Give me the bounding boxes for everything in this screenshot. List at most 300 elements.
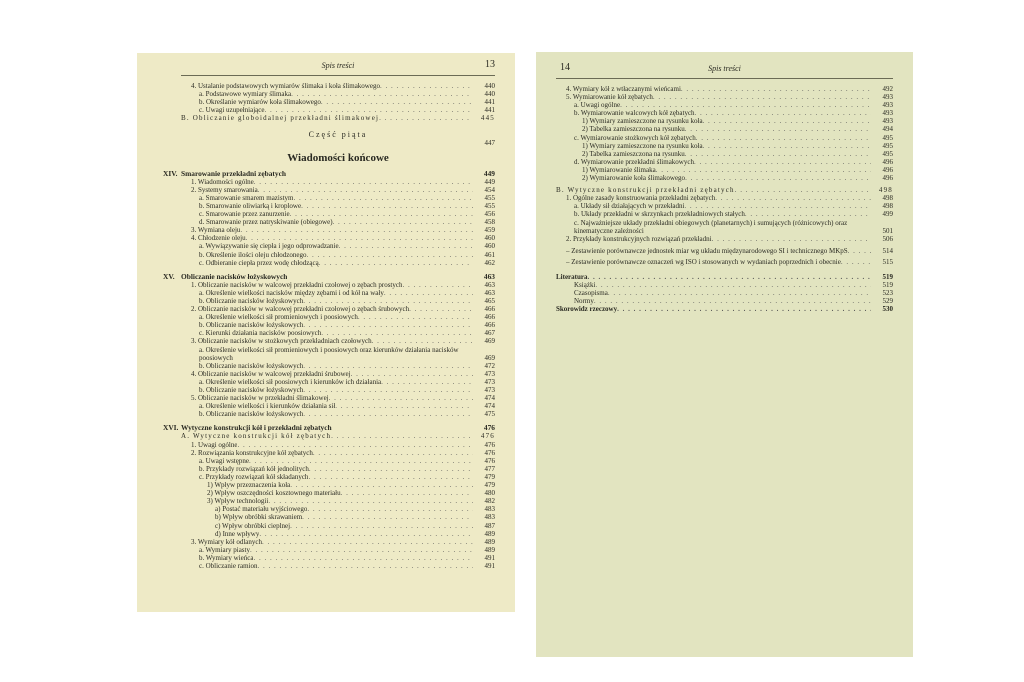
leader-dots [268, 497, 473, 505]
leader-dots [703, 117, 871, 125]
toc-entry-text: – Zestawienie porównawcze jednostek miar wg układu międzynarodowego SI i technicznego MKpS [566, 246, 848, 255]
left-page-header [181, 61, 495, 76]
toc-entry-text: b. Obliczanie nacisków łożyskowych [199, 410, 304, 419]
chapter-heading [163, 423, 495, 433]
left-top-entries [181, 82, 495, 122]
toc-entry-page: 455 [484, 193, 495, 202]
toc-entry-page: 487 [484, 521, 495, 530]
toc-entry [556, 150, 893, 158]
toc-entry-page: 473 [484, 386, 495, 394]
dash-entries [556, 247, 893, 266]
leader-dots [695, 109, 871, 117]
chapter-page: 463 [483, 271, 495, 281]
leader-dots [409, 305, 473, 313]
toc-entry-page: 469 [484, 337, 495, 346]
toc-entry-page: 466 [484, 321, 495, 330]
toc-entry-text: 1. Uwagi ogólne [191, 440, 238, 449]
toc-entry-page: 465 [484, 296, 495, 305]
toc-entry-text: a. Określenie wielkości sił poosiowych i kierunków ich działania [199, 377, 382, 386]
leader-dots [331, 432, 473, 440]
chapter-page: 449 [483, 168, 495, 178]
toc-entry [556, 281, 893, 289]
toc-entry-text: 2) Wymiarowanie koła ślimakowego [582, 174, 686, 183]
toc-entry [181, 114, 495, 122]
leader-dots [303, 321, 473, 329]
literatura-title: Literatura [556, 272, 588, 281]
leader-dots [265, 106, 474, 114]
toc-entry-text: c. Smarowanie przez zanurzenie [199, 210, 290, 219]
leader-dots [685, 150, 871, 158]
leader-dots [246, 234, 473, 242]
literatura-items [556, 281, 893, 305]
toc-entry-page: 441 [484, 98, 495, 107]
toc-entry [181, 297, 495, 305]
leader-dots [351, 370, 473, 378]
toc-entry [181, 402, 495, 410]
leader-dots [653, 93, 871, 101]
toc-entry-text: 2) Tabelka zamieszczona na rysunku [582, 125, 685, 134]
toc-entry-page: 473 [484, 377, 495, 386]
chapter-number: XV. [163, 271, 175, 281]
toc-entry-page: 483 [484, 505, 495, 514]
toc-entry-text: a) Postać materiału wyjściowego [215, 505, 308, 514]
toc-entry [181, 489, 495, 497]
toc-entry-page: 474 [484, 402, 495, 411]
toc-entry-text: 1. Ogólne zasady konstruowania przekładni zębatych [566, 194, 716, 203]
toc-entry [181, 234, 495, 242]
leader-dots [608, 289, 871, 297]
toc-entry [556, 235, 893, 243]
leader-dots [685, 125, 871, 133]
section-b-entries [556, 194, 893, 243]
toc-entry-text: c) Wpływ obróbki cieplnej [215, 521, 291, 530]
leader-dots [684, 202, 871, 210]
part-page: 447 [484, 139, 495, 148]
chapter-page: 476 [483, 423, 495, 433]
toc-entry-page: 498 [882, 194, 893, 203]
toc-entry [556, 289, 893, 297]
toc-entry-page: 495 [882, 141, 893, 150]
toc-entry-text: 2. Obliczanie nacisków w walcowej przekładni czołowej o zębach śrubowych [191, 305, 410, 314]
toc-entry [181, 98, 495, 106]
toc-entry [181, 242, 495, 250]
toc-entry [556, 219, 893, 235]
leader-dots [301, 202, 473, 210]
toc-entry-text: Książki [574, 281, 596, 290]
chapter-number: XIV. [163, 168, 178, 178]
toc-entry-page: 476 [484, 440, 495, 449]
toc-entry-page: 493 [882, 117, 893, 126]
toc-entry-page: 469 [484, 353, 495, 362]
toc-entry-page: 477 [484, 464, 495, 473]
toc-entry-page: 480 [484, 489, 495, 498]
toc-entry [181, 386, 495, 394]
leader-dots [841, 258, 871, 266]
toc-entry-page: 472 [484, 361, 495, 370]
chapter-heading [163, 168, 495, 178]
toc-entry-text: a. Wymiary piasty [199, 545, 250, 554]
toc-entry [556, 258, 893, 266]
toc-entry-page: 529 [882, 297, 893, 306]
toc-entry [556, 85, 893, 93]
toc-entry [181, 457, 495, 465]
toc-entry [181, 82, 495, 90]
toc-entry-page: 506 [882, 234, 893, 243]
toc-entry [556, 166, 893, 174]
right-header-title: Spis treści [708, 64, 741, 73]
toc-entry [181, 313, 495, 321]
leader-dots [319, 259, 473, 267]
toc-entry-page: 454 [484, 185, 495, 194]
toc-entry-text: 1) Wymiary zamieszczone na rysunku koła [582, 117, 703, 126]
toc-entry-text: b. Określanie wymiarów koła ślimakowego [199, 98, 321, 107]
chapter-title: Wytyczne konstrukcji kół i przekładni zębatych [181, 424, 332, 433]
toc-entry-page: 483 [484, 513, 495, 522]
toc-entry-text: 2. Systemy smarowania [191, 185, 258, 194]
leader-dots [333, 218, 473, 226]
toc-entry-text: b. Wymiary wieńca [199, 553, 254, 562]
toc-entry-text: 1) Wymiarowanie ślimaka [582, 165, 656, 174]
toc-entry-page: 515 [882, 257, 893, 266]
toc-entry [556, 109, 893, 117]
toc-entry [181, 289, 495, 297]
toc-entry [181, 251, 495, 259]
toc-entry-text: A. Wytyczne konstrukcji kół zębatych [181, 432, 332, 441]
toc-entry-text: c. Najważniejsze układy przekładni obiegowych (planetarnych) i sumujących (różnicowych) oraz kinematyczne zależności [574, 218, 848, 235]
toc-entry-text: c. Wymiarowanie stożkowych kół zębatych [574, 133, 696, 142]
leader-dots [313, 449, 473, 457]
toc-entry-page: 491 [484, 561, 495, 570]
toc-entry [556, 142, 893, 150]
toc-entry-text: a. Wywiązywanie się ciepła i jego odprowadzanie [199, 242, 339, 251]
toc-entry [181, 194, 495, 202]
toc-entry-text: b) Wpływ obróbki skrawaniem [215, 513, 303, 522]
toc-entry-page: 449 [484, 177, 495, 186]
literatura-row [556, 273, 893, 281]
leader-dots [262, 538, 473, 546]
toc-entry [181, 259, 495, 267]
toc-entry-page: 519 [882, 281, 893, 290]
toc-entry [181, 378, 495, 386]
toc-entry-text: B. Obliczanie globoidalnej przekładni ślimakowej [181, 114, 380, 123]
toc-entry [181, 449, 495, 457]
left-page [137, 53, 515, 612]
leader-dots [402, 281, 473, 289]
toc-entry-text: b. Wymiarowanie walcowych kół zębatych [574, 109, 695, 118]
leader-dots [254, 178, 473, 186]
toc-entry [556, 210, 893, 218]
toc-entry [181, 481, 495, 489]
leader-dots [303, 362, 473, 370]
leader-dots [703, 142, 871, 150]
index-page: 530 [882, 305, 893, 314]
toc-entry-text: b. Obliczanie nacisków łożyskowych [199, 296, 304, 305]
leader-dots [308, 473, 473, 481]
toc-entry [556, 194, 893, 202]
toc-entry-text: d. Wymiarowanie przekładni ślimakowych [574, 157, 694, 166]
section-b-title: B. Wytyczne konstrukcji przekładni zębatych [556, 186, 735, 195]
leader-dots [293, 194, 473, 202]
toc-entry-page: 495 [882, 133, 893, 142]
toc-entry [181, 465, 495, 473]
toc-entry-page: 514 [882, 246, 893, 255]
leader-dots [303, 410, 473, 418]
toc-entry-page: 476 [484, 448, 495, 457]
leader-dots [321, 98, 473, 106]
left-chapters [163, 168, 495, 571]
toc-entry [181, 329, 495, 337]
toc-entry [556, 117, 893, 125]
toc-entry-text: c. Przykłady rozwiązań kół składanych [199, 472, 309, 481]
toc-entry-page: 496 [882, 157, 893, 166]
toc-entry-text: c. Kierunki działania nacisków poosiowych [199, 329, 322, 338]
toc-entry-page: 489 [484, 529, 495, 538]
toc-entry [181, 530, 495, 538]
toc-entry-text: a. Uwagi ogólne [574, 101, 621, 110]
toc-entry-page: 460 [484, 234, 495, 243]
leader-dots [339, 242, 473, 250]
leader-dots [848, 247, 871, 255]
toc-entry [181, 218, 495, 226]
leader-dots [384, 289, 473, 297]
leader-dots [258, 186, 473, 194]
leader-dots [358, 313, 473, 321]
toc-entry-page: 476 [484, 456, 495, 465]
toc-entry-text: a. Układy sił działających w przekładni [574, 202, 685, 211]
toc-entry [181, 321, 495, 329]
toc-entry-page: 467 [484, 329, 495, 338]
toc-entry [181, 554, 495, 562]
chapter-title: Smarowanie przekładni zębatych [181, 169, 286, 178]
toc-entry-text: d. Smarowanie przez natryskiwanie (obiegowe) [199, 218, 333, 227]
right-top-entries [556, 85, 893, 182]
toc-entry-text: a. Podstawowe wymiary ślimaka [199, 90, 292, 99]
toc-entry [181, 473, 495, 481]
part-title: Wiadomości końcowe [287, 151, 389, 164]
toc-entry-text: 3) Wpływ technologii [207, 497, 269, 506]
leader-dots [307, 251, 474, 259]
leader-dots [291, 90, 473, 98]
leader-dots [303, 386, 473, 394]
literatura-page: 519 [882, 272, 893, 281]
toc-entry [181, 346, 495, 362]
toc-entry-page: 456 [484, 210, 495, 219]
toc-entry [181, 522, 495, 530]
toc-entry-text: 2) Tabelka zamieszczona na rysunku [582, 149, 685, 158]
toc-entry-text: a. Określenie wielkości sił promieniowych i poosiowych [199, 313, 358, 322]
toc-entry-page: 460 [484, 242, 495, 251]
toc-entry-text: 1. Wiadomości ogólne [191, 177, 254, 186]
leader-dots [712, 235, 871, 243]
toc-entry-page: 440 [484, 82, 495, 90]
chapter-heading [163, 271, 495, 281]
toc-entry-text: 4. Ustalanie podstawowych wymiarów ślimaka i koła ślimakowego [191, 82, 380, 90]
left-page-number: 13 [485, 59, 495, 70]
toc-entry [181, 281, 495, 289]
leader-dots [290, 210, 473, 218]
toc-entry-page: 501 [882, 226, 893, 235]
leader-dots [341, 489, 473, 497]
leader-dots [237, 441, 473, 449]
toc-entry [181, 337, 495, 345]
toc-entry-page: 523 [882, 289, 893, 298]
toc-entry [181, 538, 495, 546]
leader-dots [620, 101, 871, 109]
toc-entry-page: 479 [484, 472, 495, 481]
toc-entry-text: a. Określenie wielkości sił promieniowych i poosiowych oraz kierunków działania nacisków poosiowych [199, 345, 459, 362]
toc-entry [181, 513, 495, 521]
toc-entry [181, 432, 495, 440]
toc-entry-text: c. Odbieranie ciepła przez wodę chłodzącą [199, 258, 319, 267]
toc-entry-page: 493 [882, 109, 893, 118]
leader-dots [309, 465, 473, 473]
toc-entry [556, 174, 893, 182]
index-row [556, 305, 893, 313]
toc-entry-text: c. Uwagi uzupełniające [199, 106, 265, 115]
right-page [536, 52, 913, 657]
toc-entry [556, 297, 893, 305]
toc-entry [181, 226, 495, 234]
toc-entry-text: 4. Obliczanie nacisków w walcowej przekładni śrubowej [191, 369, 351, 378]
leader-dots [372, 337, 473, 345]
toc-entry [181, 505, 495, 513]
toc-entry-text: b. Obliczanie nacisków łożyskowych [199, 386, 304, 394]
toc-entry-text: 3. Obliczanie nacisków w stożkowych przekładniach czołowych [191, 337, 372, 346]
toc-entry-page: 459 [484, 226, 495, 235]
toc-entry-page: 455 [484, 201, 495, 210]
toc-entry-page: 489 [484, 537, 495, 546]
toc-entry-page: 493 [882, 101, 893, 110]
toc-entry-text: 5. Obliczanie nacisków w przekładni ślimakowej [191, 394, 329, 403]
toc-entry [181, 210, 495, 218]
left-header-title: Spis treści [321, 61, 355, 70]
toc-entry [181, 497, 495, 505]
leader-dots [303, 297, 473, 305]
toc-entry-text: b. Przykłady rozwiązań kół jednolitych [199, 464, 309, 473]
toc-entry [181, 441, 495, 449]
leader-dots [681, 85, 871, 93]
leader-dots [380, 82, 473, 90]
leader-dots [259, 530, 473, 538]
toc-entry-text: d) Inne wpływy [215, 529, 260, 538]
leader-dots [379, 114, 473, 122]
leader-dots [696, 134, 871, 142]
section-b-row [556, 186, 893, 194]
toc-entry [181, 562, 495, 570]
toc-entry-text: b. Układy przekładni w skrzynkach przekładniowych stałych [574, 210, 745, 219]
toc-entry [556, 247, 893, 255]
toc-entry-text: 1. Obliczanie nacisków w walcowej przekładni czołowej o zębach prostych [191, 280, 403, 289]
leader-dots [335, 402, 473, 410]
toc-entry-page: 479 [484, 481, 495, 490]
toc-entry [181, 394, 495, 402]
leader-dots [656, 166, 871, 174]
toc-entry-text: c. Obliczanie ramion [199, 561, 258, 570]
toc-entry-text: Normy [574, 297, 594, 306]
toc-entry-page: 440 [484, 90, 495, 99]
leader-dots [290, 522, 473, 530]
leader-dots [240, 226, 473, 234]
toc-entry-page: 495 [882, 149, 893, 158]
toc-entry [556, 158, 893, 166]
toc-entry-page: 492 [882, 85, 893, 93]
leader-dots [290, 481, 473, 489]
toc-entry-page: 482 [484, 497, 495, 506]
toc-entry-text: 2. Przykłady konstrukcyjnych rozwiązań przekładni [566, 234, 712, 243]
toc-entry-page: 489 [484, 545, 495, 554]
leader-dots [594, 297, 871, 305]
right-page-number: 14 [560, 62, 570, 73]
right-page-header [556, 64, 893, 79]
leader-dots [694, 158, 871, 166]
toc-entry-text: b. Smarowanie oliwiarką i kroplowe [199, 201, 302, 210]
toc-entry [181, 370, 495, 378]
toc-entry-text: 2. Rozwiązania konstrukcyjne kół zębatych [191, 448, 313, 457]
toc-entry-page: 463 [484, 280, 495, 289]
toc-entry-page: 496 [882, 165, 893, 174]
leader-dots [381, 378, 473, 386]
leader-dots [302, 513, 473, 521]
toc-entry-text: 1) Wpływ przeznaczenia koła [207, 481, 291, 490]
toc-entry-text: b. Określenie ilości oleju chłodzonego [199, 250, 307, 259]
toc-entry-page: 499 [882, 210, 893, 219]
toc-entry-text: Czasopisma [574, 289, 608, 298]
toc-entry-page: 494 [882, 125, 893, 134]
toc-entry-text: a. Określenie wielkości i kierunków działania sił [199, 402, 336, 411]
toc-entry-page: 475 [484, 410, 495, 419]
leader-dots [715, 194, 871, 202]
toc-entry [181, 186, 495, 194]
toc-entry [181, 305, 495, 313]
toc-entry-page: 445 [480, 114, 495, 123]
leader-dots [258, 562, 473, 570]
leader-dots [250, 546, 473, 554]
toc-entry-text: 5. Wymiarowanie kół zębatych [566, 93, 653, 102]
toc-entry-page: 462 [484, 258, 495, 267]
toc-entry-page: 466 [484, 313, 495, 322]
toc-entry-text: b. Obliczanie nacisków łożyskowych [199, 321, 304, 330]
toc-entry-page: 473 [484, 369, 495, 378]
leader-dots [249, 457, 473, 465]
toc-entry-text: 2) Wpływ oszczędności kosztownego materiału [207, 489, 341, 498]
toc-entry-page: 463 [484, 288, 495, 297]
leader-dots [253, 554, 473, 562]
toc-entry-text: 3. Wymiary kół odlanych [191, 537, 262, 546]
toc-entry-page: 496 [882, 174, 893, 183]
toc-entry [181, 90, 495, 98]
toc-entry-text: – Zestawienie porównawcze oznaczeń wg ISO i stosowanych w wydaniach poprzednich i obecnie [566, 257, 841, 266]
leader-dots [321, 329, 473, 337]
part-title-row [181, 139, 495, 147]
toc-entry-text: a. Smarowanie smarem mazistym [199, 193, 294, 202]
toc-entry-text: b. Obliczanie nacisków łożyskowych [199, 361, 304, 370]
toc-entry [181, 546, 495, 554]
toc-entry-page: 458 [484, 218, 495, 227]
leader-dots [745, 210, 871, 218]
toc-entry-text: a. Określenie wielkości nacisków między zębami i od kół na wały [199, 288, 384, 297]
toc-entry-text: 4. Wymiary kół z wtłaczanymi wieńcami [566, 85, 681, 93]
toc-entry-page: 491 [484, 553, 495, 562]
leader-dots [307, 505, 473, 513]
toc-entry-page: 476 [480, 432, 495, 441]
toc-entry [181, 362, 495, 370]
toc-entry-page: 441 [484, 106, 495, 115]
toc-entry [181, 178, 495, 186]
section-b-page: 498 [878, 186, 893, 195]
part-label: Część piąta [308, 130, 368, 140]
toc-entry [556, 134, 893, 142]
toc-entry [556, 101, 893, 109]
